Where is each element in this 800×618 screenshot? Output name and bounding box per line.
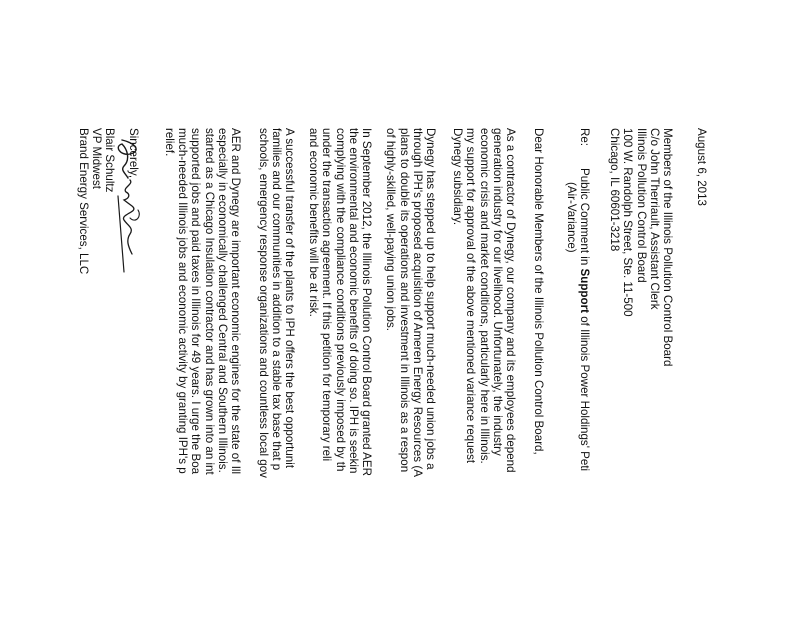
signer-company: Brand Energy Services, LLC <box>76 128 90 275</box>
re-text-suffix: of Illinois Power Holdings' Peti <box>578 312 591 472</box>
salutation <box>532 128 545 455</box>
text-line: families and our communities in addition to a stable tax base that p <box>269 128 283 471</box>
text-line: and economic benefits will be at risk. <box>307 128 321 317</box>
paragraph-1 <box>451 128 517 473</box>
text-line: through IPH's proposed acquisition of Ameren Energy Resources (A <box>410 128 424 477</box>
recipient-address <box>608 128 674 366</box>
recipient-line: Members of the Illinois Pollution Control Board <box>661 128 674 367</box>
text-line: As a contractor of Dynegy, our company and its employees depend <box>504 128 517 473</box>
signer-name: Blair Schultz <box>103 128 116 193</box>
text-line: my support for approval of the above mentioned variance request <box>464 128 478 464</box>
re-text-line2: (Air-Variance) <box>564 182 578 253</box>
text-line: Dynegy has stepped up to help support much-needed union jobs a <box>424 128 437 470</box>
re-label: Re: <box>578 128 591 147</box>
text-line: of highly-skilled, well-paying union jobs. <box>384 128 398 331</box>
re-text-prefix: Public Comment in <box>578 168 591 269</box>
text-line: economic crisis and market conditions, particularly here in Illinois. <box>477 128 491 464</box>
subject-line <box>564 128 591 472</box>
text-line: Dynegy subsidiary. <box>451 128 465 226</box>
paragraph-3 <box>307 128 373 476</box>
signer-block <box>76 128 116 274</box>
recipient-line: Chicago, IL 60601-3218 <box>608 128 622 252</box>
closing-text: Sincerely, <box>127 128 140 179</box>
salutation-text: Dear Honorable Members of the Illinois Pollution Control Board, <box>532 128 545 455</box>
letter-page <box>26 128 716 618</box>
text-line: generation industry for our livelihood. Unfortunately, the industry <box>490 128 504 456</box>
recipient-line: 100 W. Randolph Street, Ste. 11-500 <box>621 128 635 317</box>
signer-title: VP Midwest <box>89 128 103 189</box>
paragraph-5 <box>163 128 242 475</box>
text-line: schools, emergency response organizations and countless local gov <box>256 128 270 478</box>
letter-date <box>695 128 708 206</box>
recipient-line: Illinois Pollution Control Board <box>634 128 648 283</box>
text-line: especially in economically challenged Central and Southern Illinois. <box>215 128 229 473</box>
date-text: August 6, 2013 <box>695 128 708 206</box>
text-line: the environmental and economic benefits of doing so. IPH is seekin <box>346 128 360 474</box>
text-line: started as a Chicago Insulation contractor and has grown into an int <box>202 128 216 475</box>
paragraph-2 <box>384 128 437 477</box>
re-text-bold: Support <box>578 268 591 313</box>
text-line: relief. <box>163 128 177 157</box>
text-line: supported jobs and paid taxes in Illinois for 49 years. I urge the Boa <box>189 128 203 475</box>
text-line: AER and Dynegy are important economic engines for the state of Ill <box>229 128 242 475</box>
text-line: A successful transfer of the plants to IPH offers the best opportunit <box>283 128 296 469</box>
text-line: plans to double its operations and investment in Illinois as a respon <box>397 128 411 473</box>
paragraph-4 <box>256 128 296 478</box>
text-line: complying with the compliance conditions previously imposed by th <box>333 128 347 472</box>
text-line: In September 2012, the Illinois Pollution Control Board granted AER <box>360 128 373 477</box>
recipient-line: C/o John Therriault, Assistant Clerk <box>647 128 661 310</box>
text-line: much-needed Illinois jobs and economic activity by granting IPH's p <box>176 128 190 474</box>
text-line: under the transaction agreement. If this petition for temporary reli <box>320 128 334 462</box>
